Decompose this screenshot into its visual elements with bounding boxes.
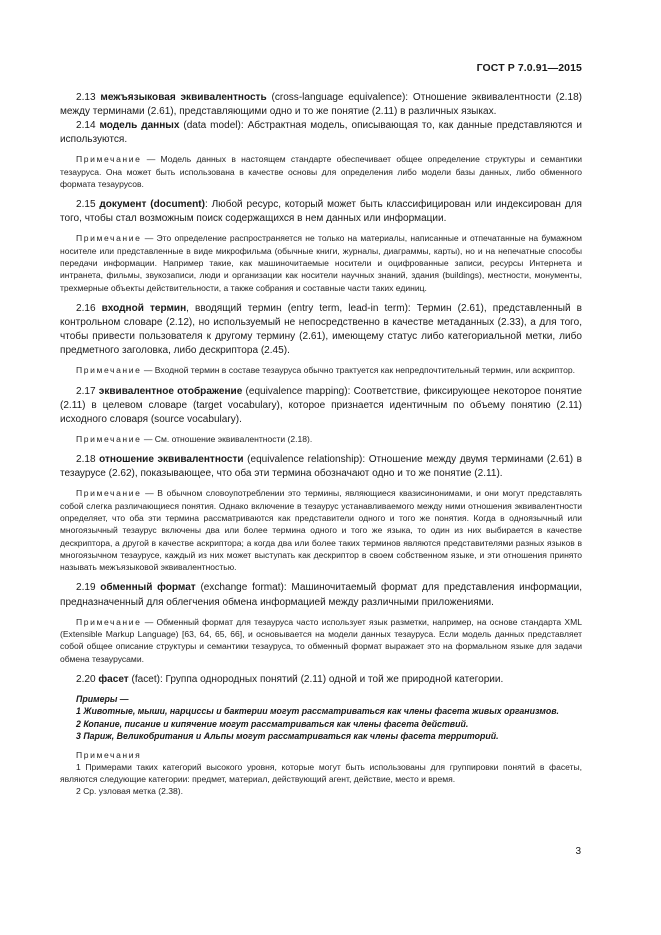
- document-header: ГОСТ Р 7.0.91—2015: [476, 62, 582, 74]
- entry-2-19: [60, 581, 582, 609]
- entry-number: 2.20: [76, 673, 96, 685]
- note-text: — Обменный формат для тезауруса часто использует язык разметки, например, на основе стандарта XML (Extensible Markup Language) [63, 64, 65, 66], и основывается на модели данных тезауруса. Если модель данных представляет собой общее описание структуры и семантики тезауруса, то обменный формат выражает это на формальном языке для задачи обмена тезаурусами.: [60, 616, 582, 664]
- note-2-16: [60, 364, 582, 376]
- example-item: 1 Животные, мыши, нарциссы и бактерии могут рассматриваться как члены фасета живых организмов.: [76, 706, 559, 717]
- entry-2-13: [60, 91, 582, 119]
- entry-term: эквивалентное отображение: [98, 385, 243, 397]
- entry-number: 2.14: [76, 120, 96, 132]
- entry-term: документ (document): [99, 199, 205, 211]
- note-text: — Входной термин в составе тезауруса обычно трактуется как непредпочтительный термин, или аскриптор.: [141, 365, 575, 376]
- entry-term: обменный формат: [100, 582, 196, 594]
- note-item: 1 Примерами таких категорий высокого уровня, которые могут быть использованы для группировки понятий в фасеты, являются следующие категории: предмет, материал, действующий агент, действие, место и время.: [60, 761, 582, 785]
- entry-number: 2.15: [76, 199, 96, 211]
- page-number: 3: [575, 846, 581, 857]
- entry-number: 2.13: [76, 92, 96, 103]
- entry-2-14: [60, 119, 582, 147]
- entry-term: отношение эквивалентности: [99, 454, 244, 466]
- note-text: — См. отношение эквивалентности (2.18).: [141, 433, 313, 444]
- note-2-14: [60, 153, 582, 190]
- entry-definition: , вводящий термин (entry term, lead-in term): Термин (2.61), представленный в контрольном словаре (2.12), но используемый не непосредственно в качестве метаданных (2.33), а для того, чтобы привести пользователя к другому термину (2.61), имеющему статус либо категориальной метки, либо предметного заголовка, либо дескриптора (2.45).: [60, 302, 582, 357]
- entry-number: 2.18: [76, 454, 96, 466]
- entry-term: фасет: [98, 673, 129, 685]
- entry-term: межъязыковая эквивалентность: [100, 92, 267, 103]
- note-2-15: [60, 232, 582, 293]
- entry-2-17: [60, 385, 582, 427]
- entry-number: 2.19: [76, 582, 96, 594]
- entry-definition: : Любой ресурс, который может быть классифицирован или индексирован для того, чтобы стал возможным поиск содержащихся в нем данных или информации.: [60, 199, 582, 225]
- note-text: — Это определение распространяется не только на материалы, написанные и отпечатанные на бумажном носителе или представленные в виде микрофильма (обычные книги, журналы, диаграммы, карты), но и на непечатные способы передачи информации. Например такие, как машиночитаемые носители и оцифрованные записи, ресурсы Интернета и интранета, фильмы, звукозаписи, люди и организации как носители научных знаний, здания (buildings), местности, монументы, трехмерные объекты действительности, а также собрания и составные части таких единиц.: [60, 233, 582, 293]
- note-label: Примечание: [76, 433, 142, 444]
- note-label: Примечание: [76, 154, 142, 165]
- note-label: Примечание: [76, 365, 142, 376]
- document-body: [60, 91, 582, 798]
- entry-definition: (exchange format): Машиночитаемый формат для представления информации, предназначенный для облегчения обмена информацией между различными приложениями.: [60, 582, 583, 608]
- examples-heading: Примеры —: [76, 693, 129, 704]
- entry-2-20: [60, 673, 582, 687]
- example-item: 3 Париж, Великобритания и Альпы могут рассматриваться как члены фасета территорий.: [76, 731, 499, 742]
- note-label: Примечание: [76, 616, 142, 627]
- note-item: 2 Ср. узловая метка (2.38).: [76, 786, 183, 797]
- note-text: — В обычном словоупотреблении это термины, являющиеся квазисинонимами, и они могут представлять собой слегка различающиеся понятия. Однако включение в тезаурус устанавливаемого между ними отношения эквивалентности определяет, что оба эти термина рассматриваются как представители одного и того же понятия. Когда в одноязычный или многоязычный тезаурус включены два или более термина одного и того же языка, то один из них выбирается в качестве дескриптора, а другой в качестве аскриптора; а когда два или более таких терминов являются представителями разных языков в многоязычном тезаурусе, каждый из них может выступать как дескриптор в своем собственном языке, и эти отношения принято называть межъязыковой эквивалентностью.: [60, 488, 582, 573]
- note-text: — Модель данных в настоящем стандарте обеспечивает общее определение структуры и семантики тезауруса. Она может быть использована в качестве основы для определения либо модели базы данных, либо обменного формата тезаурусов.: [60, 154, 582, 189]
- entry-2-18: [60, 453, 582, 481]
- entry-definition: (equivalence relationship): Отношение между двумя терминами (2.61) в тезаурусе (2.62), показывающее, что оба эти термина обозначают одно и то же понятие (2.11).: [60, 454, 582, 480]
- entry-definition: (cross-language equivalence): Отношение эквивалентности (2.18) между терминами (2.61), представляющими одно и то же понятие (2.11) в различных языках.: [60, 92, 582, 118]
- entry-number: 2.17: [76, 385, 96, 397]
- entry-definition: (facet): Группа однородных понятий (2.11) одной и той же природной категории.: [128, 673, 504, 685]
- notes-heading: Примечания: [76, 749, 142, 760]
- note-2-17: [60, 433, 582, 445]
- entry-term: входной термин: [101, 302, 187, 314]
- example-item: 2 Копание, писание и кипячение могут рассматриваться как члены фасета действий.: [76, 718, 469, 729]
- note-2-18: [60, 487, 582, 573]
- entry-definition: (equivalence mapping): Соответствие, фиксирующее некоторое понятие (2.11) в целевом словаре (target vocabulary), которое признается идентичным по объему понятию (2.11) исходного словаря (source vocabulary).: [60, 385, 583, 425]
- entry-2-15: [60, 198, 582, 226]
- note-label: Примечание: [76, 233, 142, 244]
- entry-2-16: [60, 302, 582, 358]
- entry-number: 2.16: [76, 302, 96, 314]
- entry-definition: (data model): Абстрактная модель, описывающая то, как данные представляются и используются.: [60, 120, 582, 146]
- note-2-19: [60, 616, 582, 665]
- note-label: Примечание: [76, 488, 142, 499]
- entry-term: модель данных: [99, 120, 180, 132]
